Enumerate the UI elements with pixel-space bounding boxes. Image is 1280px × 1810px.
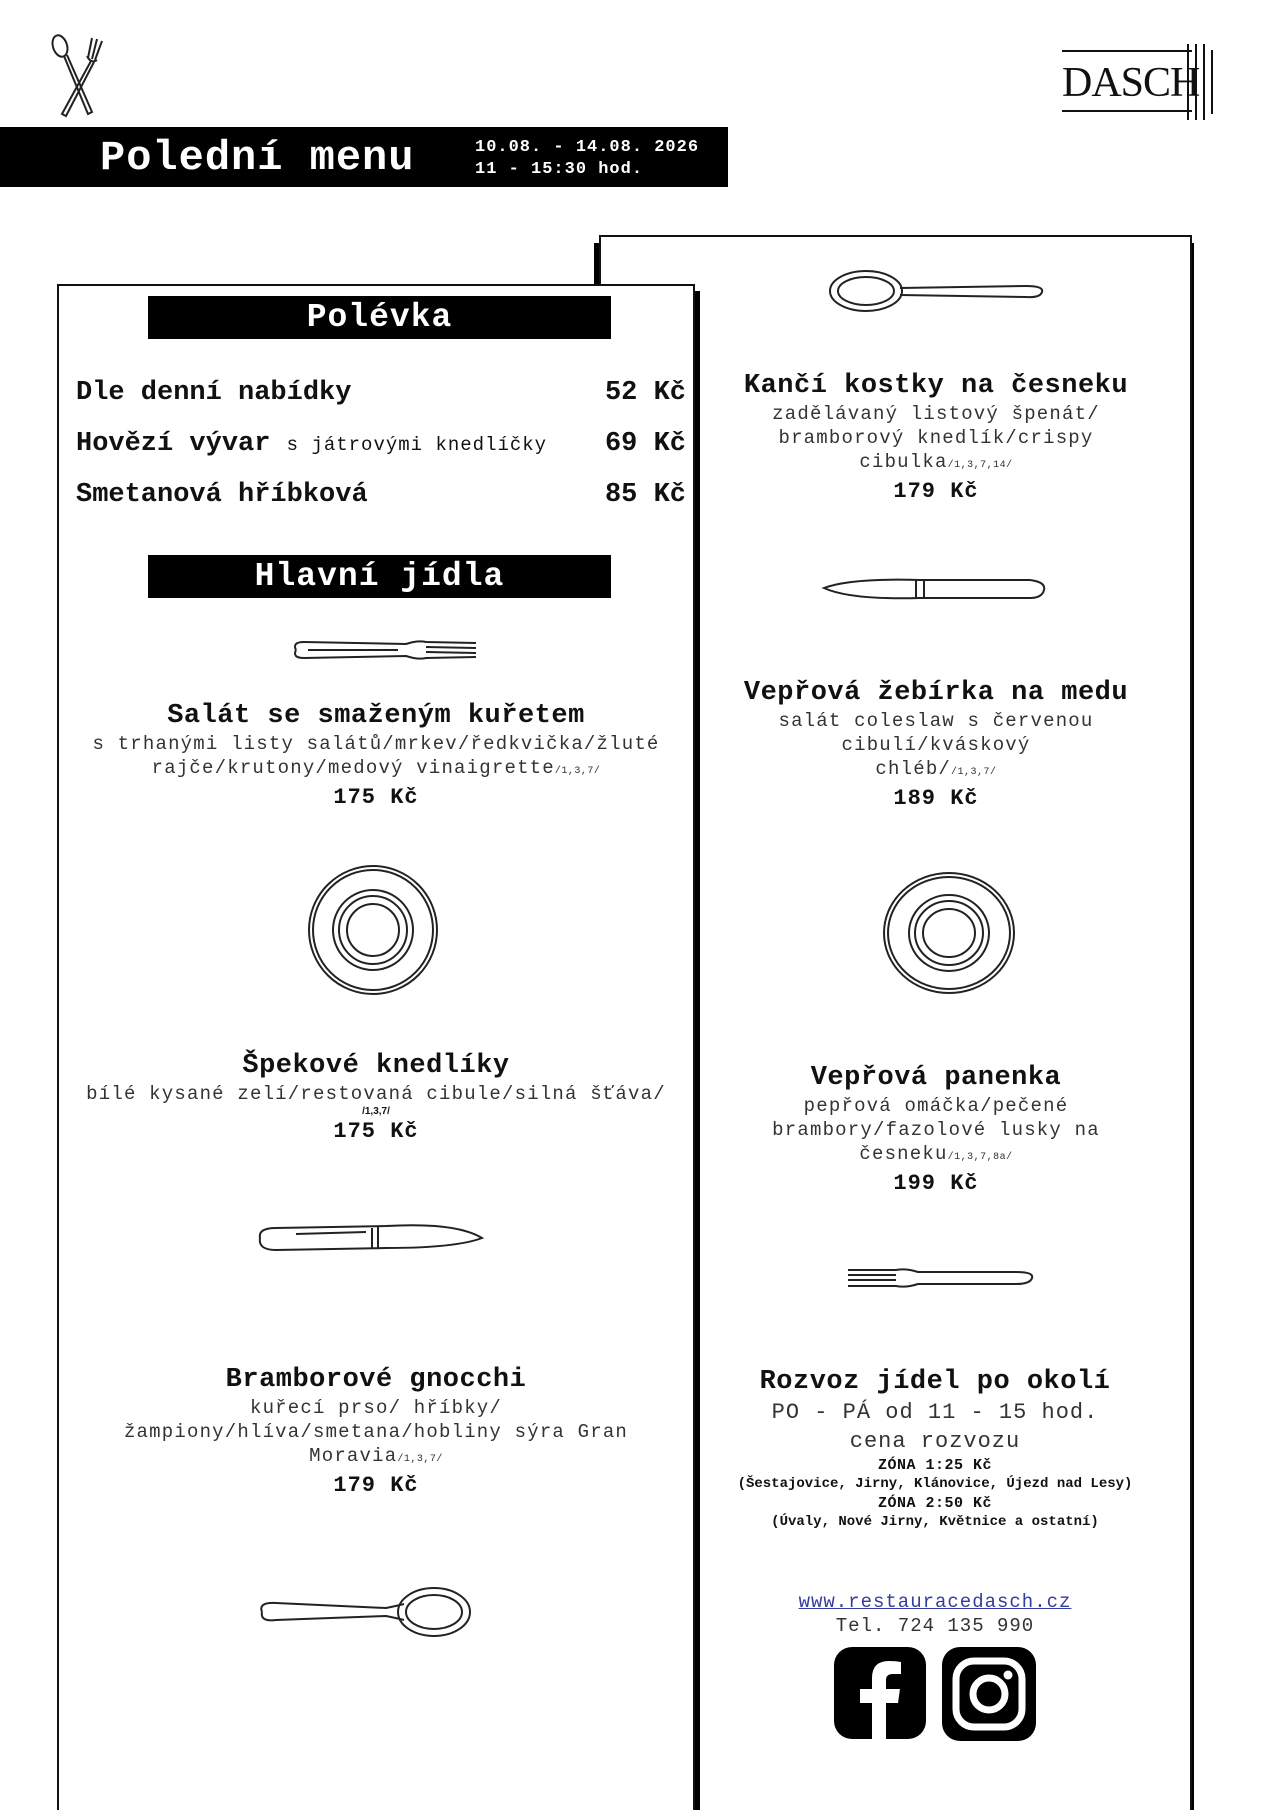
soup-name: Dle denní nabídky [76,378,352,408]
delivery-title: Rozvoz jídel po okolí [759,1367,1111,1397]
facebook-icon[interactable] [834,1647,926,1739]
soup-price: 69 Kč [604,429,686,459]
soup-heading: Polévka [148,296,611,339]
website-link[interactable]: www.restauracedasch.cz [798,1591,1072,1613]
soup-price: 85 Kč [604,480,686,510]
dish-name: Kančí kostky na česneku [743,371,1129,401]
serving-hours: 11 - 15:30 hod. [475,160,644,179]
brand-bars-icon [1184,44,1216,120]
dish-price: 189 Kč [893,786,979,811]
dish-price: 179 Kč [333,1473,419,1498]
dish-allergens: /1,3,7/ [951,767,997,778]
delivery-info [712,1366,1158,1532]
delivery-cost-label: cena rozvozu [849,1429,1021,1454]
dish-description: kuřecí prso/ hříbky/žampiony/hlíva/smetana/hobliny sýra Gran Moravia/1,3,7/ [123,1397,629,1467]
delivery-zone-1: ZÓNA 1:25 Kč [877,1457,993,1474]
dish-description: zadělávaný listový špenát/ bramborový knedlík/crispy cibulka/1,3,7,14/ [772,403,1100,473]
fork-icon [288,630,478,670]
soup-name: Hovězí vývar s játrovými knedlíčky [76,429,548,459]
soup-price: 52 Kč [604,378,686,408]
menu-dates [475,137,699,181]
delivery-zone-1-places: (Šestajovice, Jirny, Klánovice, Újezd nad Lesy) [737,1476,1133,1492]
delivery-zone-2-places: (Úvaly, Nové Jirny, Květnice a ostatní) [771,1514,1099,1530]
dish-price: 175 Kč [333,1119,419,1144]
dish-item [746,1062,1126,1198]
dish-allergens: /1,3,7/ [397,1454,443,1465]
dish-description: s trhanými listy salátů/mrkev/ředkvička/žluté rajče/krutony/medový vinaigrette/1,3,7/ [92,733,660,779]
dish-name: Špekové knedlíky [242,1051,510,1081]
brand-logo [1062,44,1222,122]
dish-name: Bramborové gnocchi [225,1365,527,1395]
dish-item [120,1364,632,1500]
dish-item [706,370,1166,506]
dish-allergens: /1,3,7/ [362,1106,390,1117]
knife-icon [256,1218,484,1260]
dish-description: bílé kysané zelí/restovaná cibule/silná šťáva/ [86,1083,666,1105]
date-range: 10.08. - 14.08. 2026 [475,138,700,157]
spoon-icon [826,266,1048,316]
soup-item [76,424,686,464]
dish-allergens: /1,3,7,8a/ [947,1152,1013,1163]
soup-item [76,475,686,515]
delivery-zone-2: ZÓNA 2:50 Kč [877,1495,993,1512]
main-courses-heading: Hlavní jídla [148,555,611,598]
plate-icon [880,870,1018,996]
plate-icon [305,862,441,998]
cutlery-logo-icon [48,32,106,118]
dish-name: Vepřová panenka [810,1063,1062,1093]
delivery-hours: PO - PÁ od 11 - 15 hod. [771,1400,1099,1425]
dish-item [706,677,1166,813]
dish-item [60,700,692,812]
dish-description: salát coleslaw s červenou cibulí/kváskový chléb//1,3,7/ [778,710,1094,780]
spoon-icon [256,1584,474,1642]
soup-note: s játrovými knedlíčky [286,434,548,456]
brand-name: DASCH [1062,60,1200,106]
phone-number: Tel. 724 135 990 [835,1615,1035,1637]
soup-item [76,373,686,413]
page-title: Polední menu [100,134,415,182]
fork-icon [846,1260,1036,1296]
dish-price: 199 Kč [893,1171,979,1196]
dish-price: 179 Kč [893,479,979,504]
dish-item [60,1050,692,1146]
dish-description: pepřová omáčka/pečené brambory/fazolové lusky na česneku/1,3,7,8a/ [772,1095,1100,1165]
dish-allergens: /1,3,7/ [554,766,601,777]
dish-allergens: /1,3,7,14/ [947,460,1013,471]
dish-name: Salát se smaženým kuřetem [167,701,585,731]
instagram-icon[interactable] [942,1647,1036,1741]
dish-price: 175 Kč [333,785,419,810]
knife-icon [820,574,1048,604]
soup-name: Smetanová hříbková [76,480,368,510]
dish-name: Vepřová žebírka na medu [743,678,1129,708]
